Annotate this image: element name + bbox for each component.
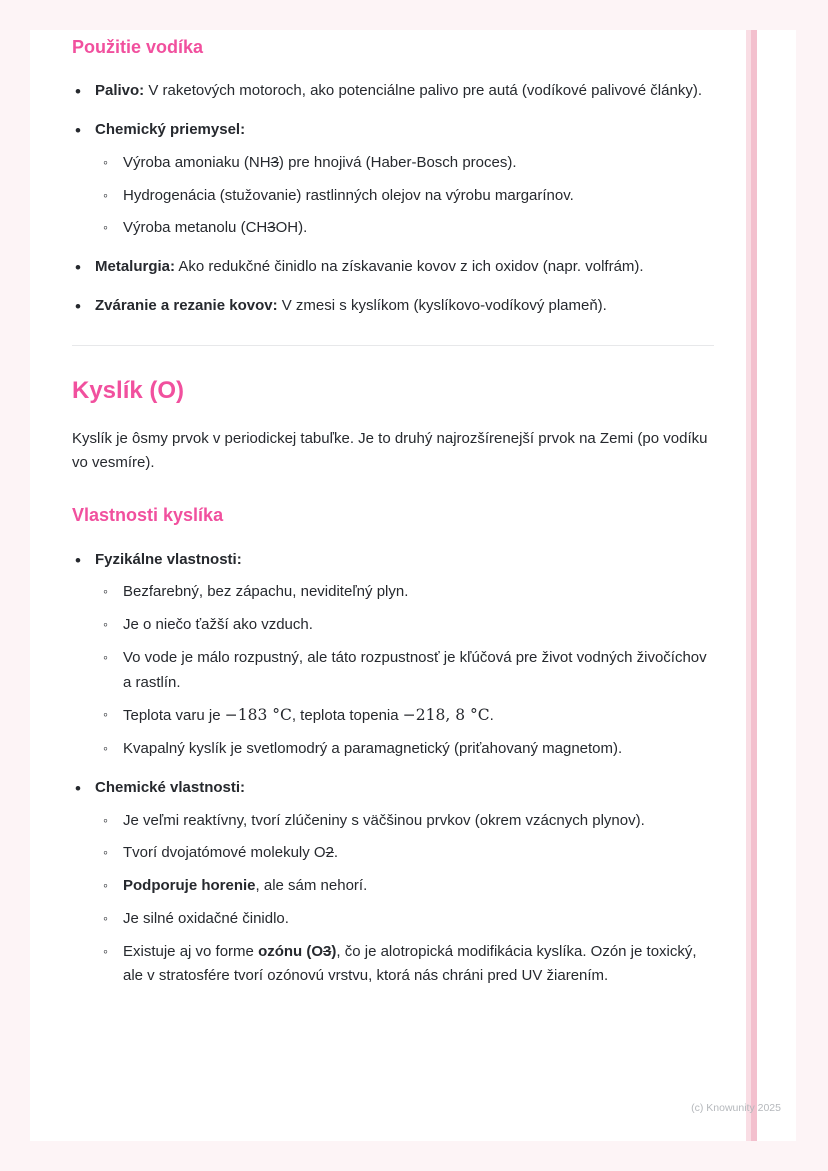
- list-item-text: Je silné oxidačné činidlo.: [123, 909, 289, 927]
- list-item-text: Hydrogenácia (stužovanie) rastlinných olejov na výrobu margarínov.: [123, 186, 574, 204]
- list-item: [101, 580, 714, 605]
- list-item-text: Výroba metanolu (CH3OH).: [123, 219, 308, 237]
- list-item: [72, 79, 714, 104]
- list-item: [101, 184, 714, 209]
- list-item-text: Bezfarebný, bez zápachu, neviditeľný plyn.: [123, 583, 409, 601]
- chemical-properties-sublist: [101, 809, 714, 990]
- document-content: [72, 36, 714, 1003]
- list-item: [72, 776, 714, 989]
- list-item-text: Je o niečo ťažší ako vzduch.: [123, 616, 313, 634]
- list-item: [72, 294, 714, 319]
- list-item-text: Palivo: V raketových motoroch, ako potenciálne palivo pre autá (vodíkové palivové články).: [95, 82, 702, 100]
- list-item: [72, 548, 714, 762]
- list-item: [72, 255, 714, 280]
- list-item-text: Metalurgia: Ako redukčné činidlo na získavanie kovov z ich oxidov (napr. volfrám).: [95, 258, 644, 276]
- section-divider: [72, 345, 714, 346]
- list-item: [101, 809, 714, 834]
- oxygen-intro-paragraph: Kyslík je ôsmy prvok v periodickej tabuľke. Je to druhý najrozšírenejší prvok na Zemi (po vodíku vo vesmíre).: [72, 429, 708, 472]
- list-item-text: Je veľmi reaktívny, tvorí zlúčeniny s väčšinou prvkov (okrem vzácnych plynov).: [123, 811, 645, 829]
- hydrogen-uses-list: [72, 79, 714, 318]
- heading-kyslik: Kyslík (O): [72, 376, 185, 404]
- list-item-text: Vo vode je málo rozpustný, ale táto rozpustnosť je kľúčová pre život vodných živočíchov a rastlín.: [123, 648, 707, 691]
- list-item: [101, 151, 714, 176]
- list-item: [101, 940, 714, 990]
- list-item: [101, 703, 714, 729]
- list-item: [101, 874, 714, 899]
- list-item: [101, 737, 714, 762]
- oxygen-properties-list: [72, 548, 714, 990]
- document-page: [30, 30, 796, 1141]
- list-item-text: Teplota varu je −183 °C, teplota topenia −218, 8 °C.: [123, 706, 494, 725]
- physical-properties-sublist: [101, 580, 714, 762]
- list-item-text: Výroba amoniaku (NH3) pre hnojivá (Haber-Bosch proces).: [123, 153, 517, 171]
- list-item: [101, 907, 714, 932]
- list-item-text: Tvorí dvojatómové molekuly O2.: [123, 844, 339, 862]
- list-item: [101, 216, 714, 241]
- list-item-text: Chemické vlastnosti:: [95, 778, 246, 796]
- list-item: [101, 646, 714, 696]
- footer-credit: (c) Knowunity 2025: [691, 1102, 781, 1114]
- list-item: [101, 841, 714, 866]
- list-item-text: Podporuje horenie, ale sám nehorí.: [123, 877, 368, 895]
- list-item-text: Fyzikálne vlastnosti:: [95, 550, 242, 568]
- list-item: [101, 613, 714, 638]
- list-item-text: Zváranie a rezanie kovov: V zmesi s kyslíkom (kyslíkovo-vodíkový plameň).: [95, 296, 607, 314]
- chemical-industry-sublist: [101, 151, 714, 241]
- list-item-text: Kvapalný kyslík je svetlomodrý a paramagnetický (priťahovaný magnetom).: [123, 740, 623, 758]
- list-item-text: Existuje aj vo forme ozónu (O3), čo je alotropická modifikácia kyslíka. Ozón je toxický, ale v stratosfére tvorí ozónovú vrstvu, ktorá nás chráni pred UV žiarením.: [123, 942, 697, 985]
- heading-vlastnosti-kyslika: Vlastnosti kyslíka: [72, 505, 224, 526]
- heading-pouzitie-vodika: Použitie vodíka: [72, 37, 204, 57]
- list-item-text: Chemický priemysel:: [95, 121, 246, 139]
- list-item: [72, 118, 714, 241]
- page-edge-highlight-strip: [746, 30, 757, 1141]
